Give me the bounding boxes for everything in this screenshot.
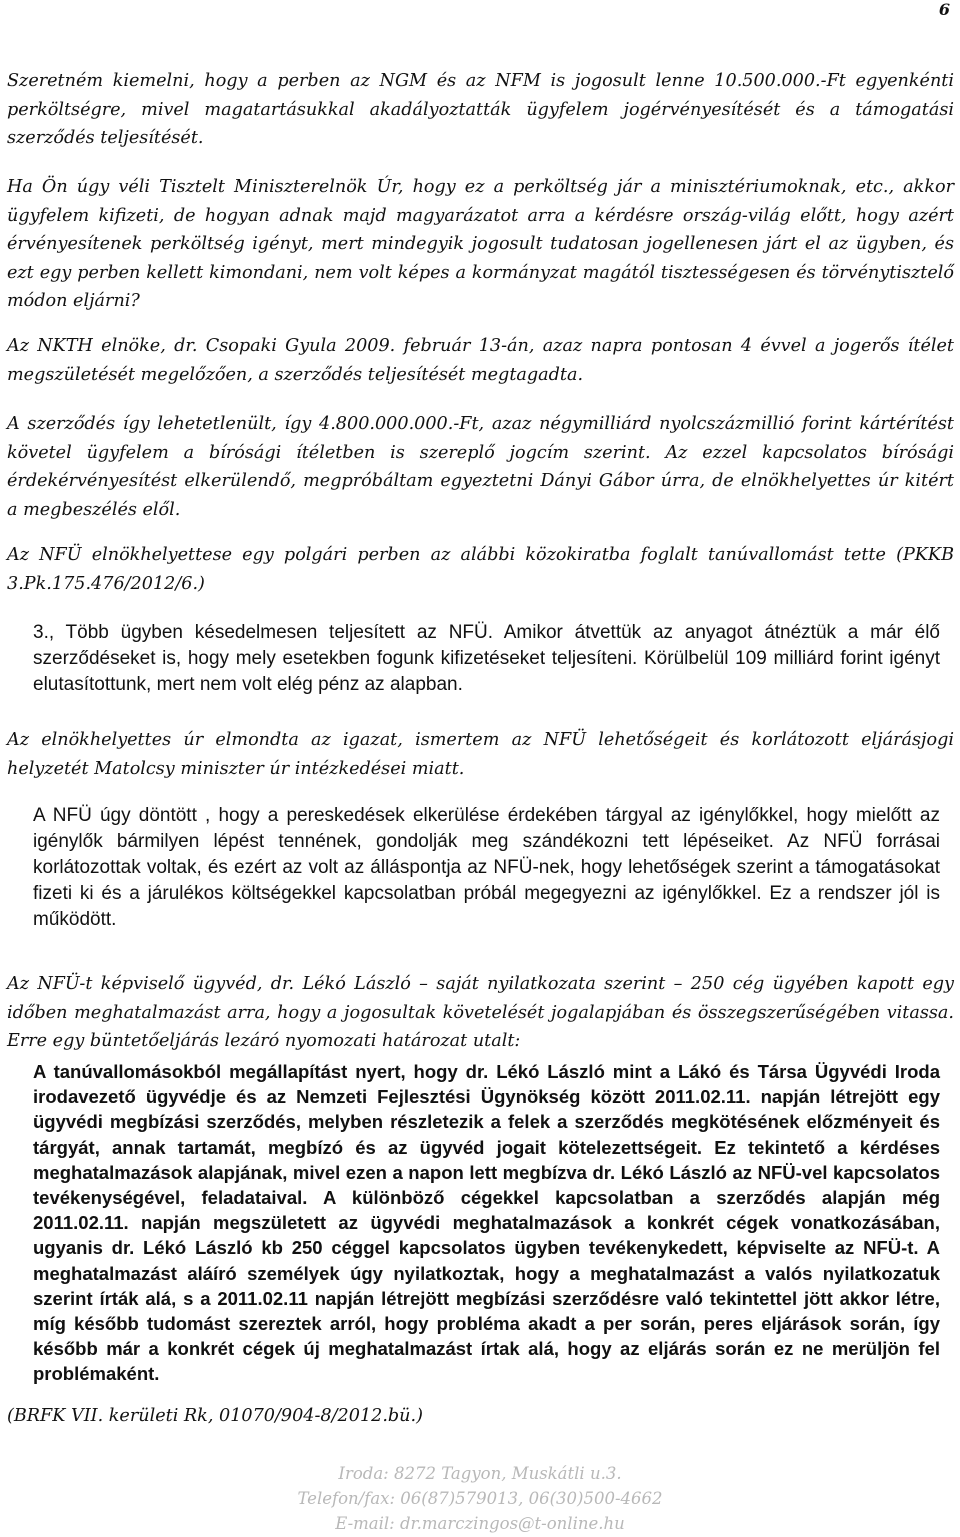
footer-phone: Telefon/fax: 06(87)579013, 06(30)500-4662 — [297, 1489, 663, 1508]
paragraph-nkth: Az NKTH elnöke, dr. Csopaki Gyula 2009. február 13-án, azaz napra pontosan 4 évvel a jogerős ítélet megszületését megelőzően, a szerződés teljesítését megtagadta. — [7, 336, 954, 385]
quote-investigation-decision: A tanúvallomásokból megállapítást nyert, hogy dr. Lékó László mint a Lákó és Társa Ügyvédi Iroda irodavezető ügyvédje és az Nemzeti Fejlesztési Ügynökség között 2011.02.11. napján létrejött egy ügyvédi megbízási szerződés, melyben részletezik a felek a szerződés megkötésének előzményeit és tárgyát, annak tartamát, megbízó és az ügyvéd jogait kötelezettségeit. Ez tekintető a kérdéses meghatalmazások alapjának, mivel ezen a napon lett megbízva dr. Lékó László az NFÜ-vel kapcsolatos tevékenységével, feladataival. A különböző cégekkel kapcsolatban a szerződés alapján még 2011.02.11. napján megszületett az ügyvédi meghatalmazások a konkrét cégek vonatkozásában, ugyanis dr. Lékó László kb 250 céggel kapcsolatos ügyben tevékenykedett, képviselte az NFÜ-t. A meghatalmazást aláíró személyek úgy nyilatkoztak, hogy a meghatalmazást a valós nyilatkozatuk szerint írták alá, s a 2011.02.11 napján létrejött megbízási szerződésre való tekintettel jött akkor létre, míg később tudomást szereztek arról, hogy probléma akadt a per során, peres eljárások során, így később már a konkrét cégek új meghatalmazást írtak alá, hogy az eljárás során ez ne merüljön fel problémaként. — [33, 1061, 940, 1385]
paragraph-leko: Az NFÜ-t képviselő ügyvéd, dr. Lékó László – saját nyilatkozata szerint – 250 cég ügyében kapott egy időben meghatalmazást arra, hogy a jogosultak követelését jogalapjában és összegszerűségében vitassa. Erre egy büntetőeljárás lezáró nyomozati határozat utalt: — [7, 974, 954, 1051]
quote-testimony-2: A NFÜ úgy döntött , hogy a pereskedések elkerülése érdekében tárgyal az igénylőkkel, hogy mielőtt az igénylők bármilyen lépést tennének, gondolják meg szándékozni tett lépéseiket. Az NFÜ forrásai korlátozottak voltak, és ezért az volt az álláspontja az NFÜ-nek, hogy lehetőségek szerint a támogatásokat fizeti ki és a járulékos költségekkel kapcsolatban próbál megegyezni az igénylőkkel. Ez a rendszer jól is működött. — [33, 805, 940, 930]
paragraph-karterites: A szerződés így lehetetlenült, így 4.800.000.000.-Ft, azaz négymilliárd nyolcszázmillió forint kártérítést követel ügyfelem a bírósági ítéletben is szereplő jogcím szerint. Az ezzel kapcsolatos bírósági érdekérvényesítést elkerülendő, megpróbáltam egyeztetni Dányi Gábor úrra, de elnökhelyettes úr kitért a megbeszélés elől. — [7, 414, 954, 520]
page-number: 6 — [938, 0, 950, 19]
footer-address: Iroda: 8272 Tagyon, Muskátli u.3. — [338, 1464, 622, 1483]
quote-testimony-1: 3., Több ügyben késedelmesen teljesített az NFÜ. Amikor átvettük az anyagot átnéztük a már élő szerződéseket is, hogy mely esetekben fogunk kifizetéseket teljesíteni. Körülbelül 109 milliárd forint igényt elutasítottunk, mert nem volt elég pénz az alapban. — [33, 622, 940, 695]
footer-email: E-mail: dr.marczingos@t-online.hu — [335, 1514, 625, 1533]
paragraph-perkoltseg: Szeretném kiemelni, hogy a perben az NGM és az NFM is jogosult lenne 10.500.000.-Ft egyenkénti perköltségre, mivel magatartásukkal akadályoztatták ügyfelem jogérvényesítését és a támogatási szerződés teljesítését. — [7, 71, 954, 148]
paragraph-brfk-reference: (BRFK VII. kerületi Rk, 01070/904-8/2012.bü.) — [7, 1406, 423, 1426]
paragraph-tanuvallomas-intro: Az NFÜ elnökhelyettese egy polgári perben az alábbi közokiratba foglalt tanúvallomást tette (PKKB 3.Pk.175.476/2012/6.) — [7, 545, 954, 594]
paragraph-miniszterelnok: Ha Ön úgy véli Tisztelt Miniszterelnök Úr, hogy ez a perköltség jár a minisztériumoknak, etc., akkor ügyfelem kifizeti, de hogyan adnak majd magyarázatot arra a kérdésre ország-világ előtt, hogy azért érvényesítenek perköltség igényt, mert mindegyik jogosult tudatosan jogellenesen járt el az ügyben, és ezt egy perben kellett kimondani, nem volt képes a kormányzat magától tisztességesen és törvénytisztelő módon eljárni? — [7, 177, 954, 311]
paragraph-elnokhelyettes: Az elnökhelyettes úr elmondta az igazat, ismertem az NFÜ lehetőségeit és korlátozott eljárásjogi helyzetét Matolcsy miniszter úr intézkedései miatt. — [7, 730, 954, 779]
